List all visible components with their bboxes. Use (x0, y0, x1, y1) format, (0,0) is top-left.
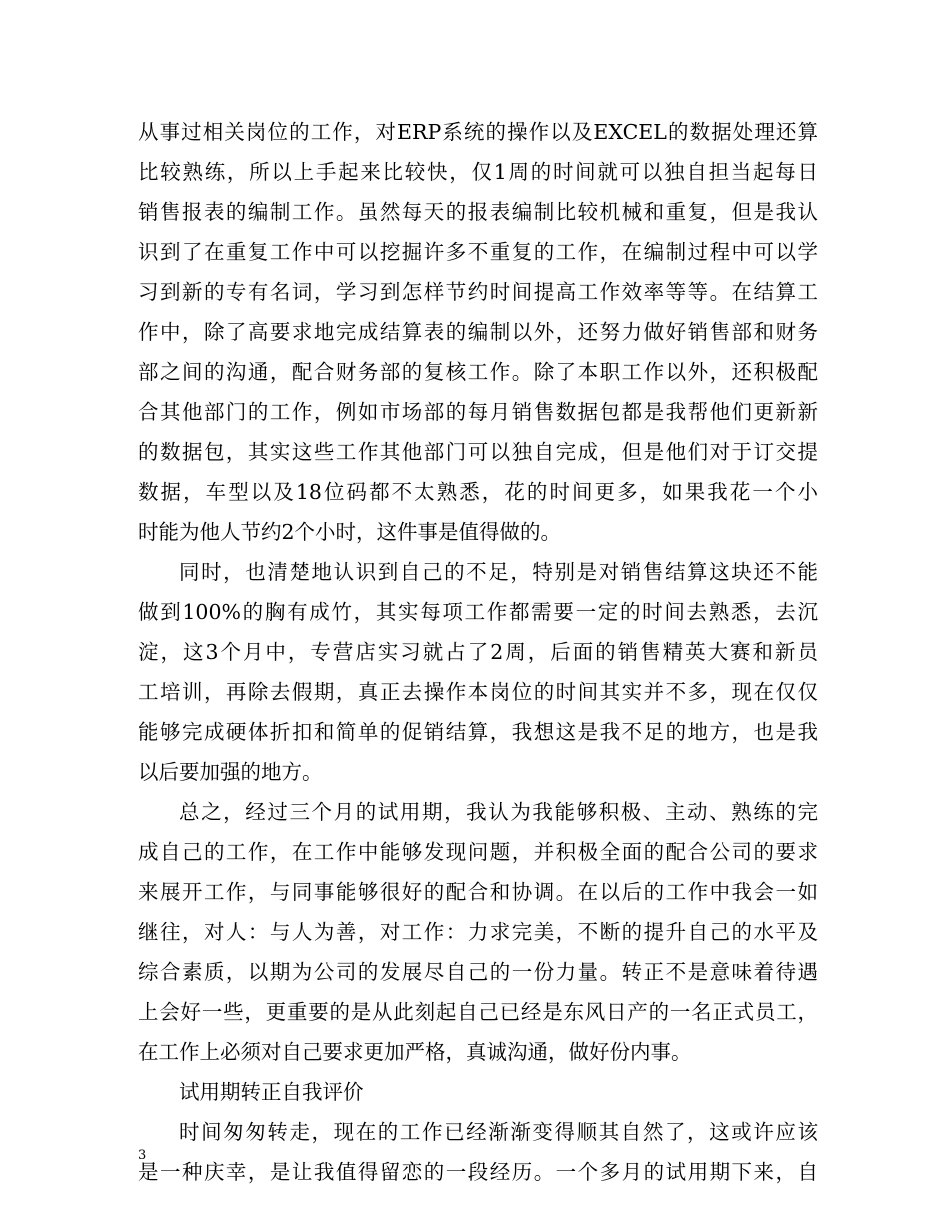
text-line: 部之间的沟通，配合财务部的复核工作。除了本职工作以外，还积极配 (138, 360, 818, 384)
text-line: 做到100%的胸有成竹，其实每项工作都需要一定的时间去熟悉，去沉 (138, 600, 818, 624)
text-line: 时能为他人节约2个小时，这件事是值得做的。 (138, 520, 562, 544)
text-line: 同时，也清楚地认识到自己的不足，特别是对销售结算这块还不能 (179, 560, 818, 584)
text-line: 淀，这3个月中，专营店实习就占了2周，后面的销售精英大赛和新员 (138, 640, 818, 664)
paragraph-shortcomings (138, 552, 818, 792)
text-line: 成自己的工作，在工作中能够发现问题，并积极全面的配合公司的要求 (138, 840, 818, 864)
paragraph-erp-work (138, 112, 818, 552)
section-heading (138, 1072, 818, 1112)
text-line: 继往，对人：与人为善，对工作：力求完美，不断的提升自己的水平及 (138, 920, 818, 944)
text-line: 时间匆匆转走，现在的工作已经渐渐变得顺其自然了，这或许应该 (179, 1120, 818, 1144)
text-line: 是一种庆幸，是让我值得留恋的一段经历。一个多月的试用期下来，自 (138, 1160, 818, 1184)
heading-text: 试用期转正自我评价 (179, 1080, 364, 1104)
text-line: 在工作上必须对自己要求更加严格，真诚沟通，做好份内事。 (138, 1040, 692, 1064)
paragraph-summary (138, 792, 818, 1072)
text-line: 从事过相关岗位的工作，对ERP系统的操作以及EXCEL的数据处理还算 (138, 120, 818, 144)
paragraph-time-passes (138, 1112, 818, 1192)
text-line: 数据，车型以及18位码都不太熟悉，花的时间更多，如果我花一个小 (138, 480, 818, 504)
body-text (138, 112, 818, 1192)
page-number: 3 (138, 1148, 147, 1163)
text-line: 的数据包，其实这些工作其他部门可以独自完成，但是他们对于订交提 (138, 440, 818, 464)
text-line: 识到了在重复工作中可以挖掘许多不重复的工作，在编制过程中可以学 (138, 240, 818, 264)
text-line: 能够完成硬体折扣和简单的促销结算，我想这是我不足的地方，也是我 (138, 720, 818, 744)
text-line: 来展开工作，与同事能够很好的配合和协调。在以后的工作中我会一如 (138, 880, 818, 904)
text-line: 合其他部门的工作，例如市场部的每月销售数据包都是我帮他们更新新 (138, 400, 818, 424)
text-line: 作中，除了高要求地完成结算表的编制以外，还努力做好销售部和财务 (138, 320, 818, 344)
text-line: 工培训，再除去假期，真正去操作本岗位的时间其实并不多，现在仅仅 (138, 680, 818, 704)
text-line: 综合素质，以期为公司的发展尽自己的一份力量。转正不是意味着待遇 (138, 960, 818, 984)
text-line: 上会好一些，更重要的是从此刻起自己已经是东风日产的一名正式员工， (138, 1000, 818, 1024)
text-line: 习到新的专有名词，学习到怎样节约时间提高工作效率等等。在结算工 (138, 280, 818, 304)
text-line: 以后要加强的地方。 (138, 760, 323, 784)
text-line: 总之，经过三个月的试用期，我认为我能够积极、主动、熟练的完 (179, 800, 818, 824)
text-line: 销售报表的编制工作。虽然每天的报表编制比较机械和重复，但是我认 (138, 200, 818, 224)
text-line: 比较熟练，所以上手起来比较快，仅1周的时间就可以独自担当起每日 (138, 160, 818, 184)
